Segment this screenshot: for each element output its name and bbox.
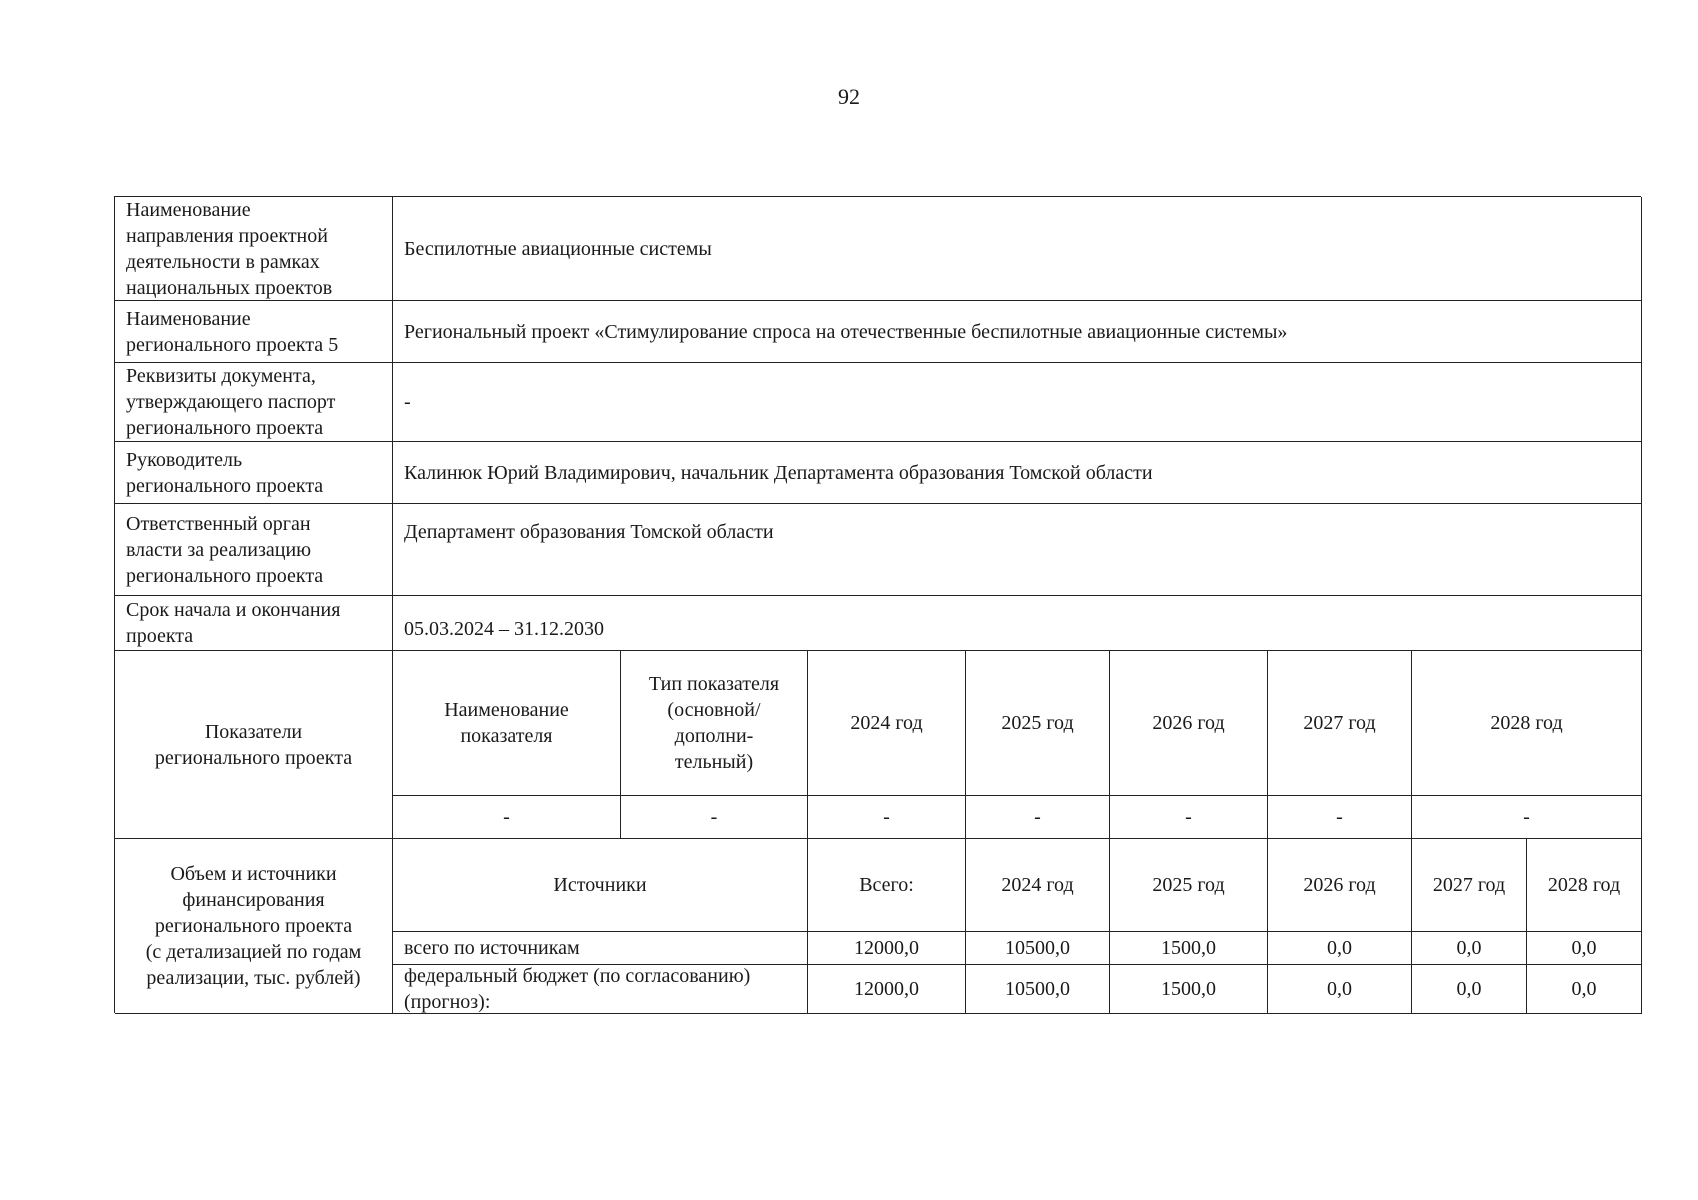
- indicator-value-2027: -: [1268, 796, 1412, 839]
- financing-federal-all: 12000,0: [808, 965, 966, 1014]
- financing-total-all: 12000,0: [808, 932, 966, 965]
- project-head-label: Руководитель регионального проекта: [115, 442, 393, 504]
- financing-sources-header: Источники: [393, 839, 808, 932]
- responsible-body-label: Ответственный орган власти за реализацию регионального проекта: [115, 504, 393, 596]
- financing-total-2027: 0,0: [1412, 932, 1527, 965]
- indicator-year-header-2028: 2028 год: [1412, 651, 1642, 796]
- financing-label: Объем и источники финансирования регионального проекта (с детализацией по годам реализации, тыс. рублей): [115, 839, 393, 1014]
- period-label: Срок начала и окончания проекта: [115, 596, 393, 651]
- financing-year-header-2025: 2025 год: [1110, 839, 1268, 932]
- financing-source-federal: федеральный бюджет (по согласованию) (прогноз):: [393, 965, 808, 1014]
- document-details-label: Реквизиты документа, утверждающего паспорт регионального проекта: [115, 363, 393, 442]
- financing-federal-2026: 0,0: [1268, 965, 1412, 1014]
- indicator-year-header-2024: 2024 год: [808, 651, 966, 796]
- direction-name-value: Беспилотные авиационные системы: [393, 197, 1642, 301]
- indicator-type-value: -: [621, 796, 808, 839]
- financing-year-header-2028: 2028 год: [1527, 839, 1642, 932]
- indicator-name-value: -: [393, 796, 621, 839]
- financing-year-header-2026: 2026 год: [1268, 839, 1412, 932]
- financing-federal-2024: 10500,0: [966, 965, 1110, 1014]
- financing-total-2028: 0,0: [1527, 932, 1642, 965]
- financing-federal-2028: 0,0: [1527, 965, 1642, 1014]
- indicators-label: Показатели регионального проекта: [115, 651, 393, 839]
- document-details-value: -: [393, 363, 1642, 442]
- indicator-value-2026: -: [1110, 796, 1268, 839]
- indicator-value-2028: -: [1412, 796, 1642, 839]
- project-passport-table: [114, 196, 1641, 1013]
- project-name-value: Региональный проект «Стимулирование спроса на отечественные беспилотные авиационные системы»: [393, 301, 1642, 363]
- indicator-year-header-2025: 2025 год: [966, 651, 1110, 796]
- financing-total-2024: 10500,0: [966, 932, 1110, 965]
- project-name-label: Наименование регионального проекта 5: [115, 301, 393, 363]
- direction-name-label: Наименование направления проектной деятельности в рамках национальных проектов: [115, 197, 393, 301]
- page-number: 92: [838, 84, 860, 109]
- financing-source-total: всего по источникам: [393, 932, 808, 965]
- financing-total-2025: 1500,0: [1110, 932, 1268, 965]
- indicator-year-header-2026: 2026 год: [1110, 651, 1268, 796]
- financing-total-2026: 0,0: [1268, 932, 1412, 965]
- financing-year-header-2024: 2024 год: [966, 839, 1110, 932]
- financing-federal-2027: 0,0: [1412, 965, 1527, 1014]
- indicator-name-header: Наименование показателя: [393, 651, 621, 796]
- indicator-value-2025: -: [966, 796, 1110, 839]
- financing-total-header: Всего:: [808, 839, 966, 932]
- period-value: 05.03.2024 – 31.12.2030: [393, 596, 1642, 651]
- indicator-year-header-2027: 2027 год: [1268, 651, 1412, 796]
- responsible-body-value: Департамент образования Томской области: [393, 504, 1642, 596]
- project-head-value: Калинюк Юрий Владимирович, начальник Департамента образования Томской области: [393, 442, 1642, 504]
- financing-year-header-2027: 2027 год: [1412, 839, 1527, 932]
- indicator-value-2024: -: [808, 796, 966, 839]
- financing-federal-2025: 1500,0: [1110, 965, 1268, 1014]
- indicator-type-header: Тип показателя (основной/ дополни- тельный): [621, 651, 808, 796]
